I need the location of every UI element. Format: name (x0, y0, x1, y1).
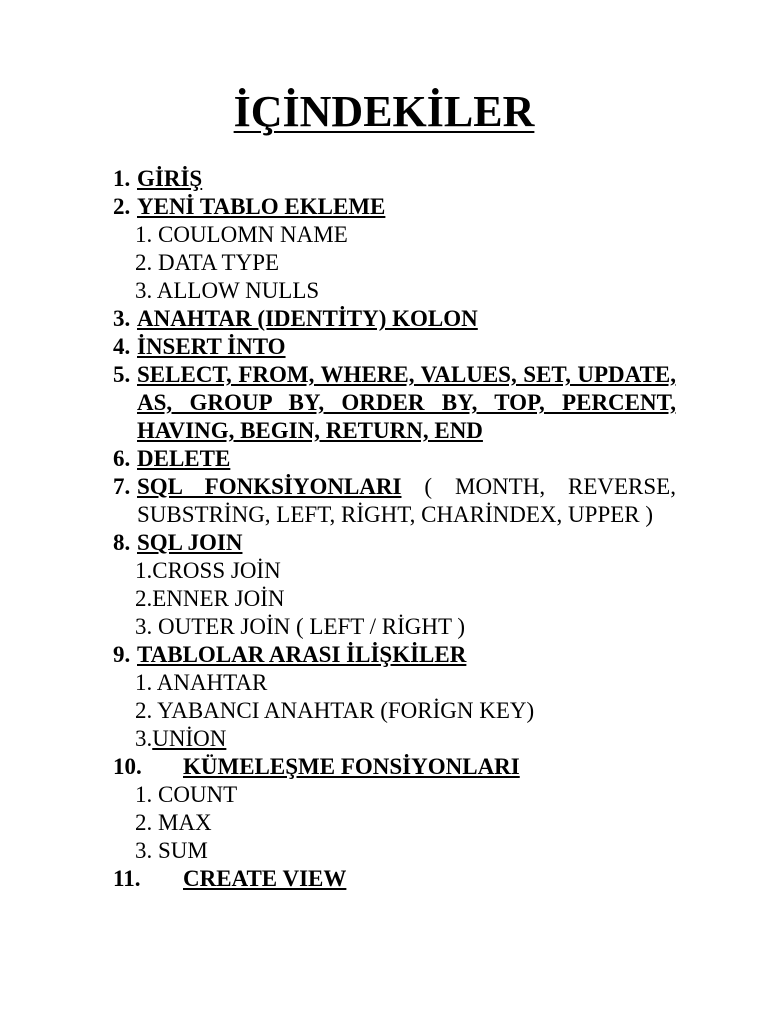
subitem-label: 3. OUTER JOİN ( LEFT / RİGHT ) (135, 614, 466, 639)
toc-subitem (113, 837, 676, 865)
item-number: 10. (113, 754, 142, 779)
toc-subitem (113, 809, 676, 837)
toc-item-8[interactable] (113, 529, 676, 557)
page-title: İÇİNDEKİLER (233, 87, 535, 136)
toc-subitem (113, 697, 676, 725)
item-title[interactable]: TABLOLAR ARASI İLİŞKİLER (137, 642, 467, 667)
toc-item-5[interactable] (113, 361, 676, 445)
subitem-label: 2.ENNER JOİN (135, 586, 285, 611)
toc-item-7[interactable] (113, 473, 676, 529)
toc-subitem (113, 557, 676, 585)
item-title[interactable]: KÜMELEŞME FONSİYONLARI (183, 754, 520, 779)
toc-subitem (113, 585, 676, 613)
item-number: 9. (113, 642, 131, 667)
toc-subitem (113, 725, 676, 753)
toc-subitem (113, 221, 676, 249)
item-number: 11. (113, 866, 141, 891)
subitem-label: 1. ANAHTAR (135, 670, 268, 695)
item-title[interactable]: YENİ TABLO EKLEME (137, 194, 386, 219)
item-title[interactable]: ANAHTAR (IDENTİTY) KOLON (137, 306, 478, 331)
item-title[interactable]: GİRİŞ (137, 166, 203, 191)
toc-subitem (113, 781, 676, 809)
toc-item-11[interactable] (113, 865, 676, 893)
subitem-label: 3. SUM (135, 838, 208, 863)
toc-item-2[interactable] (113, 193, 676, 221)
item-title[interactable]: SQL JOIN (137, 530, 243, 555)
item-title[interactable]: SQL FONKSİYONLARI (137, 474, 402, 499)
item-number: 6. (113, 446, 131, 471)
subitem-label: 1. COULOMN NAME (135, 222, 348, 247)
item-number: 4. (113, 334, 131, 359)
subitem-label: 3. ALLOW NULLS (135, 278, 320, 303)
subitem-label: 1. COUNT (135, 782, 238, 807)
union-link[interactable]: UNİON (152, 726, 227, 751)
item-number: 5. (113, 362, 131, 387)
toc-item-9[interactable] (113, 641, 676, 669)
item-number: 8. (113, 530, 131, 555)
subitem-number: 3. (135, 726, 153, 751)
item-body (137, 473, 676, 529)
item-number: 7. (113, 474, 131, 499)
toc-subitem (113, 669, 676, 697)
subitem-label: 2. YABANCI ANAHTAR (FORİGN KEY) (135, 698, 535, 723)
toc-item-10[interactable] (113, 753, 676, 781)
item-paren-open: ( (401, 474, 455, 499)
toc-item-6[interactable] (113, 445, 676, 473)
subitem-label (135, 725, 226, 753)
item-title[interactable]: CREATE VIEW (183, 866, 347, 891)
table-of-contents (113, 165, 676, 893)
subitem-label: 2. DATA TYPE (135, 250, 280, 275)
item-number: 1. (113, 166, 131, 191)
item-title[interactable]: SELECT, FROM, WHERE, VALUES, SET, UPDATE, AS, GROUP BY, ORDER BY, TOP, PERCENT, HAVING, BEGIN, RETURN, END (137, 362, 676, 443)
item-title[interactable]: İNSERT İNTO (137, 334, 286, 359)
toc-item-1[interactable] (113, 165, 676, 193)
toc-subitem (113, 249, 676, 277)
item-title[interactable]: DELETE (137, 446, 231, 471)
toc-item-3[interactable] (113, 305, 676, 333)
subitem-label: 2. MAX (135, 810, 212, 835)
subitem-label: 1.CROSS JOİN (135, 558, 281, 583)
item-number: 3. (113, 306, 131, 331)
toc-subitem (113, 277, 676, 305)
item-number: 2. (113, 194, 131, 219)
item-function-list: MONTH, REVERSE, SUBSTRİNG, LEFT, RİGHT, CHARİNDEX, UPPER ) (137, 474, 676, 527)
toc-item-4[interactable] (113, 333, 676, 361)
toc-subitem (113, 613, 676, 641)
